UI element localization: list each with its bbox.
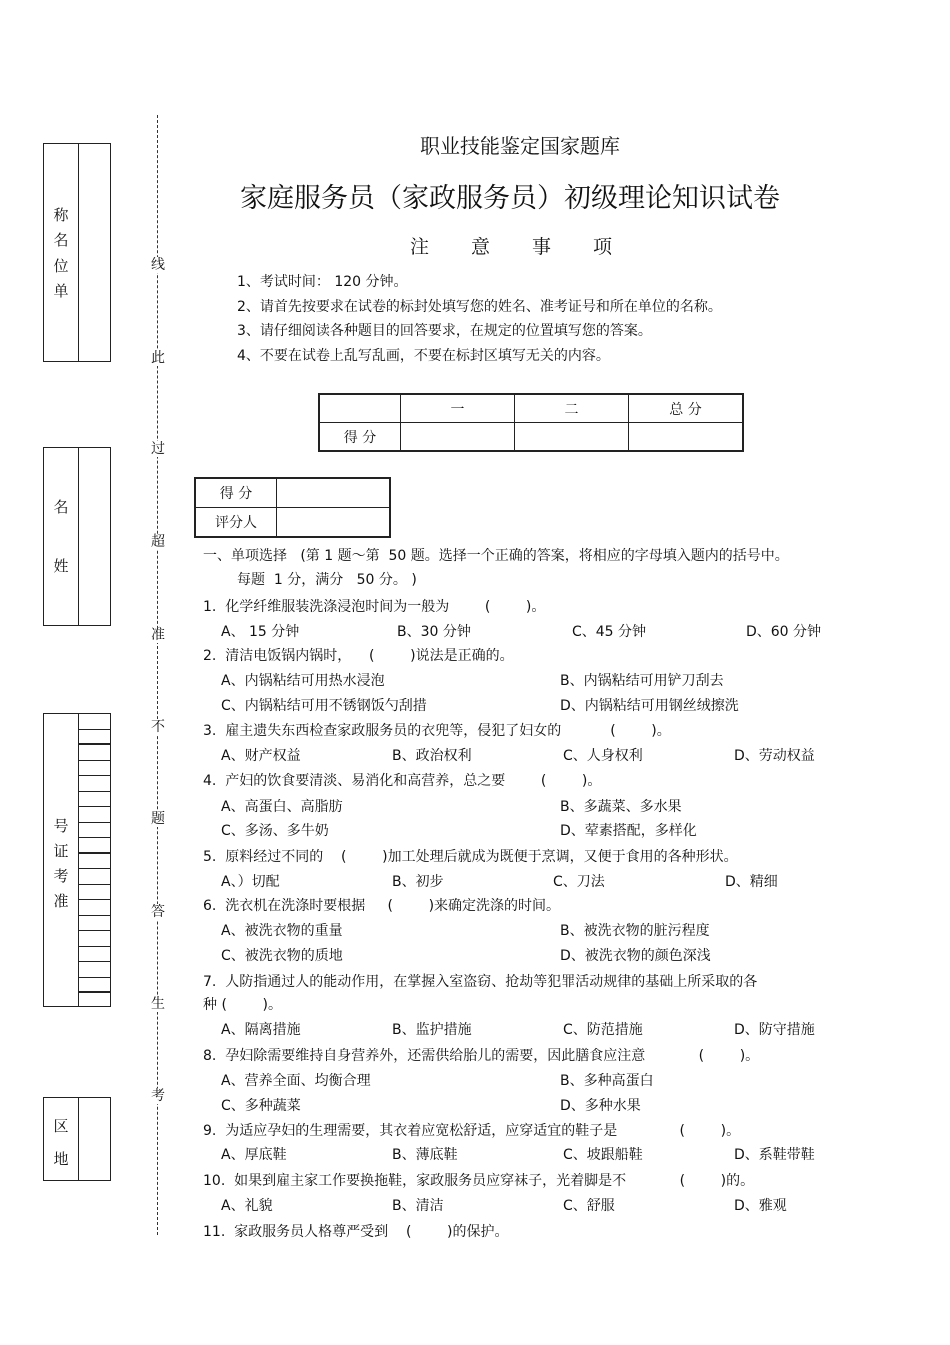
- name-label-char: 名: [53, 498, 69, 516]
- grader-input-cell[interactable]: [277, 508, 391, 538]
- cut-line-char: 题: [151, 811, 165, 827]
- score-table-header-row: [319, 394, 743, 423]
- region-label-char: 地: [53, 1150, 69, 1168]
- answer-option[interactable]: A、营养全面、均衡合理: [221, 1073, 371, 1089]
- score-input-cell[interactable]: [515, 423, 629, 452]
- score-input-cell[interactable]: [629, 423, 744, 452]
- section-title: 一、单项选择 (第 1 题～第 50 题。选择一个正确的答案，将相应的字母填入题内的括号中。: [203, 548, 789, 564]
- grader-row-label: 得 分: [195, 478, 277, 508]
- answer-option[interactable]: C、刀法: [553, 874, 605, 890]
- cut-line-char: 答: [151, 904, 165, 920]
- question-text: 1. 化学纤维服装洗涤浸泡时间为一般为 ( )。: [203, 599, 546, 615]
- notice-heading: 注意事项: [410, 236, 655, 258]
- answer-option[interactable]: A、礼貌: [221, 1198, 273, 1214]
- answer-option[interactable]: D、系鞋带鞋: [734, 1147, 815, 1163]
- answer-option[interactable]: C、防范措施: [563, 1022, 643, 1038]
- grader-input-cell[interactable]: [277, 478, 391, 508]
- answer-option[interactable]: B、初步: [392, 874, 444, 890]
- cut-line: [157, 115, 158, 1235]
- answer-option[interactable]: B、政治权利: [392, 748, 472, 764]
- exam-id-label-column: [44, 714, 79, 1006]
- answer-option[interactable]: C、45 分钟: [572, 624, 647, 640]
- answer-option[interactable]: A、财产权益: [221, 748, 301, 764]
- cut-line-char: 不: [151, 719, 165, 735]
- cut-line-char: 生: [151, 996, 165, 1012]
- region-label-column: [44, 1098, 79, 1180]
- exam-id-label-char: 号: [53, 817, 69, 835]
- cut-line-char: 超: [151, 534, 165, 550]
- question-text: 9. 为适应孕妇的生理需要，其衣着应宽松舒适，应穿适宜的鞋子是 ( )。: [203, 1123, 741, 1139]
- score-summary-table: [318, 393, 744, 452]
- exam-id-box[interactable]: [43, 713, 111, 1007]
- answer-option[interactable]: A、内锅粘结可用热水浸泡: [221, 673, 385, 689]
- answer-option[interactable]: B、内锅粘结可用铲刀刮去: [560, 673, 724, 689]
- answer-option[interactable]: A、被洗衣物的重量: [221, 923, 343, 939]
- name-label-column: [44, 448, 79, 625]
- answer-option[interactable]: B、多种高蛋白: [560, 1073, 654, 1089]
- section-instructions: 每题 1 分，满分 50 分。 ): [237, 572, 417, 588]
- exam-id-label-char: 证: [53, 842, 69, 860]
- answer-option[interactable]: A、 15 分钟: [221, 624, 300, 640]
- answer-option[interactable]: A、厚底鞋: [221, 1147, 287, 1163]
- score-table-header-cell: 总 分: [629, 394, 744, 423]
- question-text-continued: 种 ( )。: [203, 997, 282, 1013]
- cut-line-char: 此: [151, 350, 165, 366]
- answer-option[interactable]: C、多种蔬菜: [221, 1098, 301, 1114]
- score-table-header-cell: 二: [515, 394, 629, 423]
- question-text: 5. 原料经过不同的 ( )加工处理后就成为既便于烹调，又便于食用的各种形状。: [203, 849, 738, 865]
- question-text: 4. 产妇的饮食要清淡、易消化和高营养，总之要 ( )。: [203, 773, 602, 789]
- score-table-header-cell: 一: [401, 394, 515, 423]
- answer-option[interactable]: B、监护措施: [392, 1022, 472, 1038]
- question-text: 11. 家政服务员人格尊严受到 ( )的保护。: [203, 1224, 509, 1240]
- answer-option[interactable]: B、多蔬菜、多水果: [560, 799, 682, 815]
- cut-line-char: 准: [151, 627, 165, 643]
- unit-label-char: 称: [53, 206, 69, 224]
- answer-option[interactable]: B、清洁: [392, 1198, 444, 1214]
- answer-option[interactable]: D、精细: [725, 874, 778, 890]
- answer-option[interactable]: C、舒服: [563, 1198, 615, 1214]
- name-box[interactable]: [43, 447, 111, 626]
- answer-option[interactable]: C、被洗衣物的质地: [221, 948, 343, 964]
- question-text: 10. 如果到雇主家工作要换拖鞋，家政服务员应穿袜子，光着脚是不 ( )的。: [203, 1173, 755, 1189]
- score-input-cell[interactable]: [401, 423, 515, 452]
- grader-row-label: 评分人: [195, 508, 277, 538]
- answer-option[interactable]: A、隔离措施: [221, 1022, 301, 1038]
- exam-title: 家庭服务员（家政服务员）初级理论知识试卷: [240, 183, 780, 214]
- answer-option[interactable]: D、多种水果: [560, 1098, 641, 1114]
- answer-option[interactable]: C、人身权利: [563, 748, 643, 764]
- answer-option[interactable]: B、薄底鞋: [392, 1147, 458, 1163]
- region-box[interactable]: [43, 1097, 111, 1181]
- unit-label-char: 位: [53, 257, 69, 275]
- notice-item: 1、考试时间： 120 分钟。: [237, 274, 408, 290]
- grader-table: [194, 477, 391, 538]
- score-table-header-cell: [319, 394, 401, 423]
- name-label-char: 姓: [53, 557, 69, 575]
- exam-id-label-char: 考: [53, 867, 69, 885]
- unit-label-char: 名: [53, 231, 69, 249]
- notice-item: 4、不要在试卷上乱写乱画，不要在标封区填写无关的内容。: [237, 348, 610, 364]
- answer-option[interactable]: C、多汤、多牛奶: [221, 823, 329, 839]
- question-text: 2. 清洁电饭锅内锅时， ( )说法是正确的。: [203, 648, 514, 664]
- answer-option[interactable]: D、被洗衣物的颜色深浅: [560, 948, 711, 964]
- answer-option[interactable]: B、被洗衣物的脏污程度: [560, 923, 710, 939]
- answer-option[interactable]: B、30 分钟: [397, 624, 471, 640]
- answer-option[interactable]: A、）切配: [221, 874, 280, 890]
- score-table-row: [319, 423, 743, 452]
- answer-option[interactable]: D、劳动权益: [734, 748, 815, 764]
- notice-item: 3、请仔细阅读各种题目的回答要求，在规定的位置填写您的答案。: [237, 323, 652, 339]
- grader-table-row: [195, 478, 390, 508]
- exam-id-label-char: 准: [53, 892, 69, 910]
- answer-option[interactable]: D、内锅粘结可用钢丝绒擦洗: [560, 698, 739, 714]
- cut-line-char: 考: [151, 1088, 165, 1104]
- question-text: 8. 孕妇除需要维持自身营养外，还需供给胎儿的需要，因此膳食应注意 ( )。: [203, 1048, 760, 1064]
- page-title: 职业技能鉴定国家题库: [420, 134, 620, 158]
- answer-option[interactable]: D、防守措施: [734, 1022, 815, 1038]
- answer-option[interactable]: C、坡跟船鞋: [563, 1147, 643, 1163]
- answer-option[interactable]: D、荤素搭配，多样化: [560, 823, 697, 839]
- question-text: 3. 雇主遗失东西检查家政服务员的衣兜等，侵犯了妇女的 ( )。: [203, 723, 671, 739]
- score-row-label: 得 分: [319, 423, 401, 452]
- question-text: 7. 人防指通过人的能动作用，在掌握入室盗窃、抢劫等犯罪活动规律的基础上所采取的各: [203, 974, 758, 990]
- answer-option[interactable]: D、60 分钟: [746, 624, 822, 640]
- exam-id-digit-cells: [78, 714, 110, 1006]
- grader-table-row: [195, 508, 390, 538]
- region-label-char: 区: [53, 1117, 69, 1135]
- cut-line-char: 过: [151, 441, 165, 457]
- answer-option[interactable]: A、高蛋白、高脂肪: [221, 799, 343, 815]
- unit-label-char: 单: [53, 282, 69, 300]
- answer-option[interactable]: D、雅观: [734, 1198, 787, 1214]
- cut-line-char: 线: [151, 257, 165, 273]
- answer-option[interactable]: C、内锅粘结可用不锈钢饭勺刮措: [221, 698, 427, 714]
- question-text: 6. 洗衣机在洗涤时要根据 ( )来确定洗涤的时间。: [203, 898, 561, 914]
- notice-item: 2、请首先按要求在试卷的标封处填写您的姓名、准考证号和所在单位的名称。: [237, 299, 722, 315]
